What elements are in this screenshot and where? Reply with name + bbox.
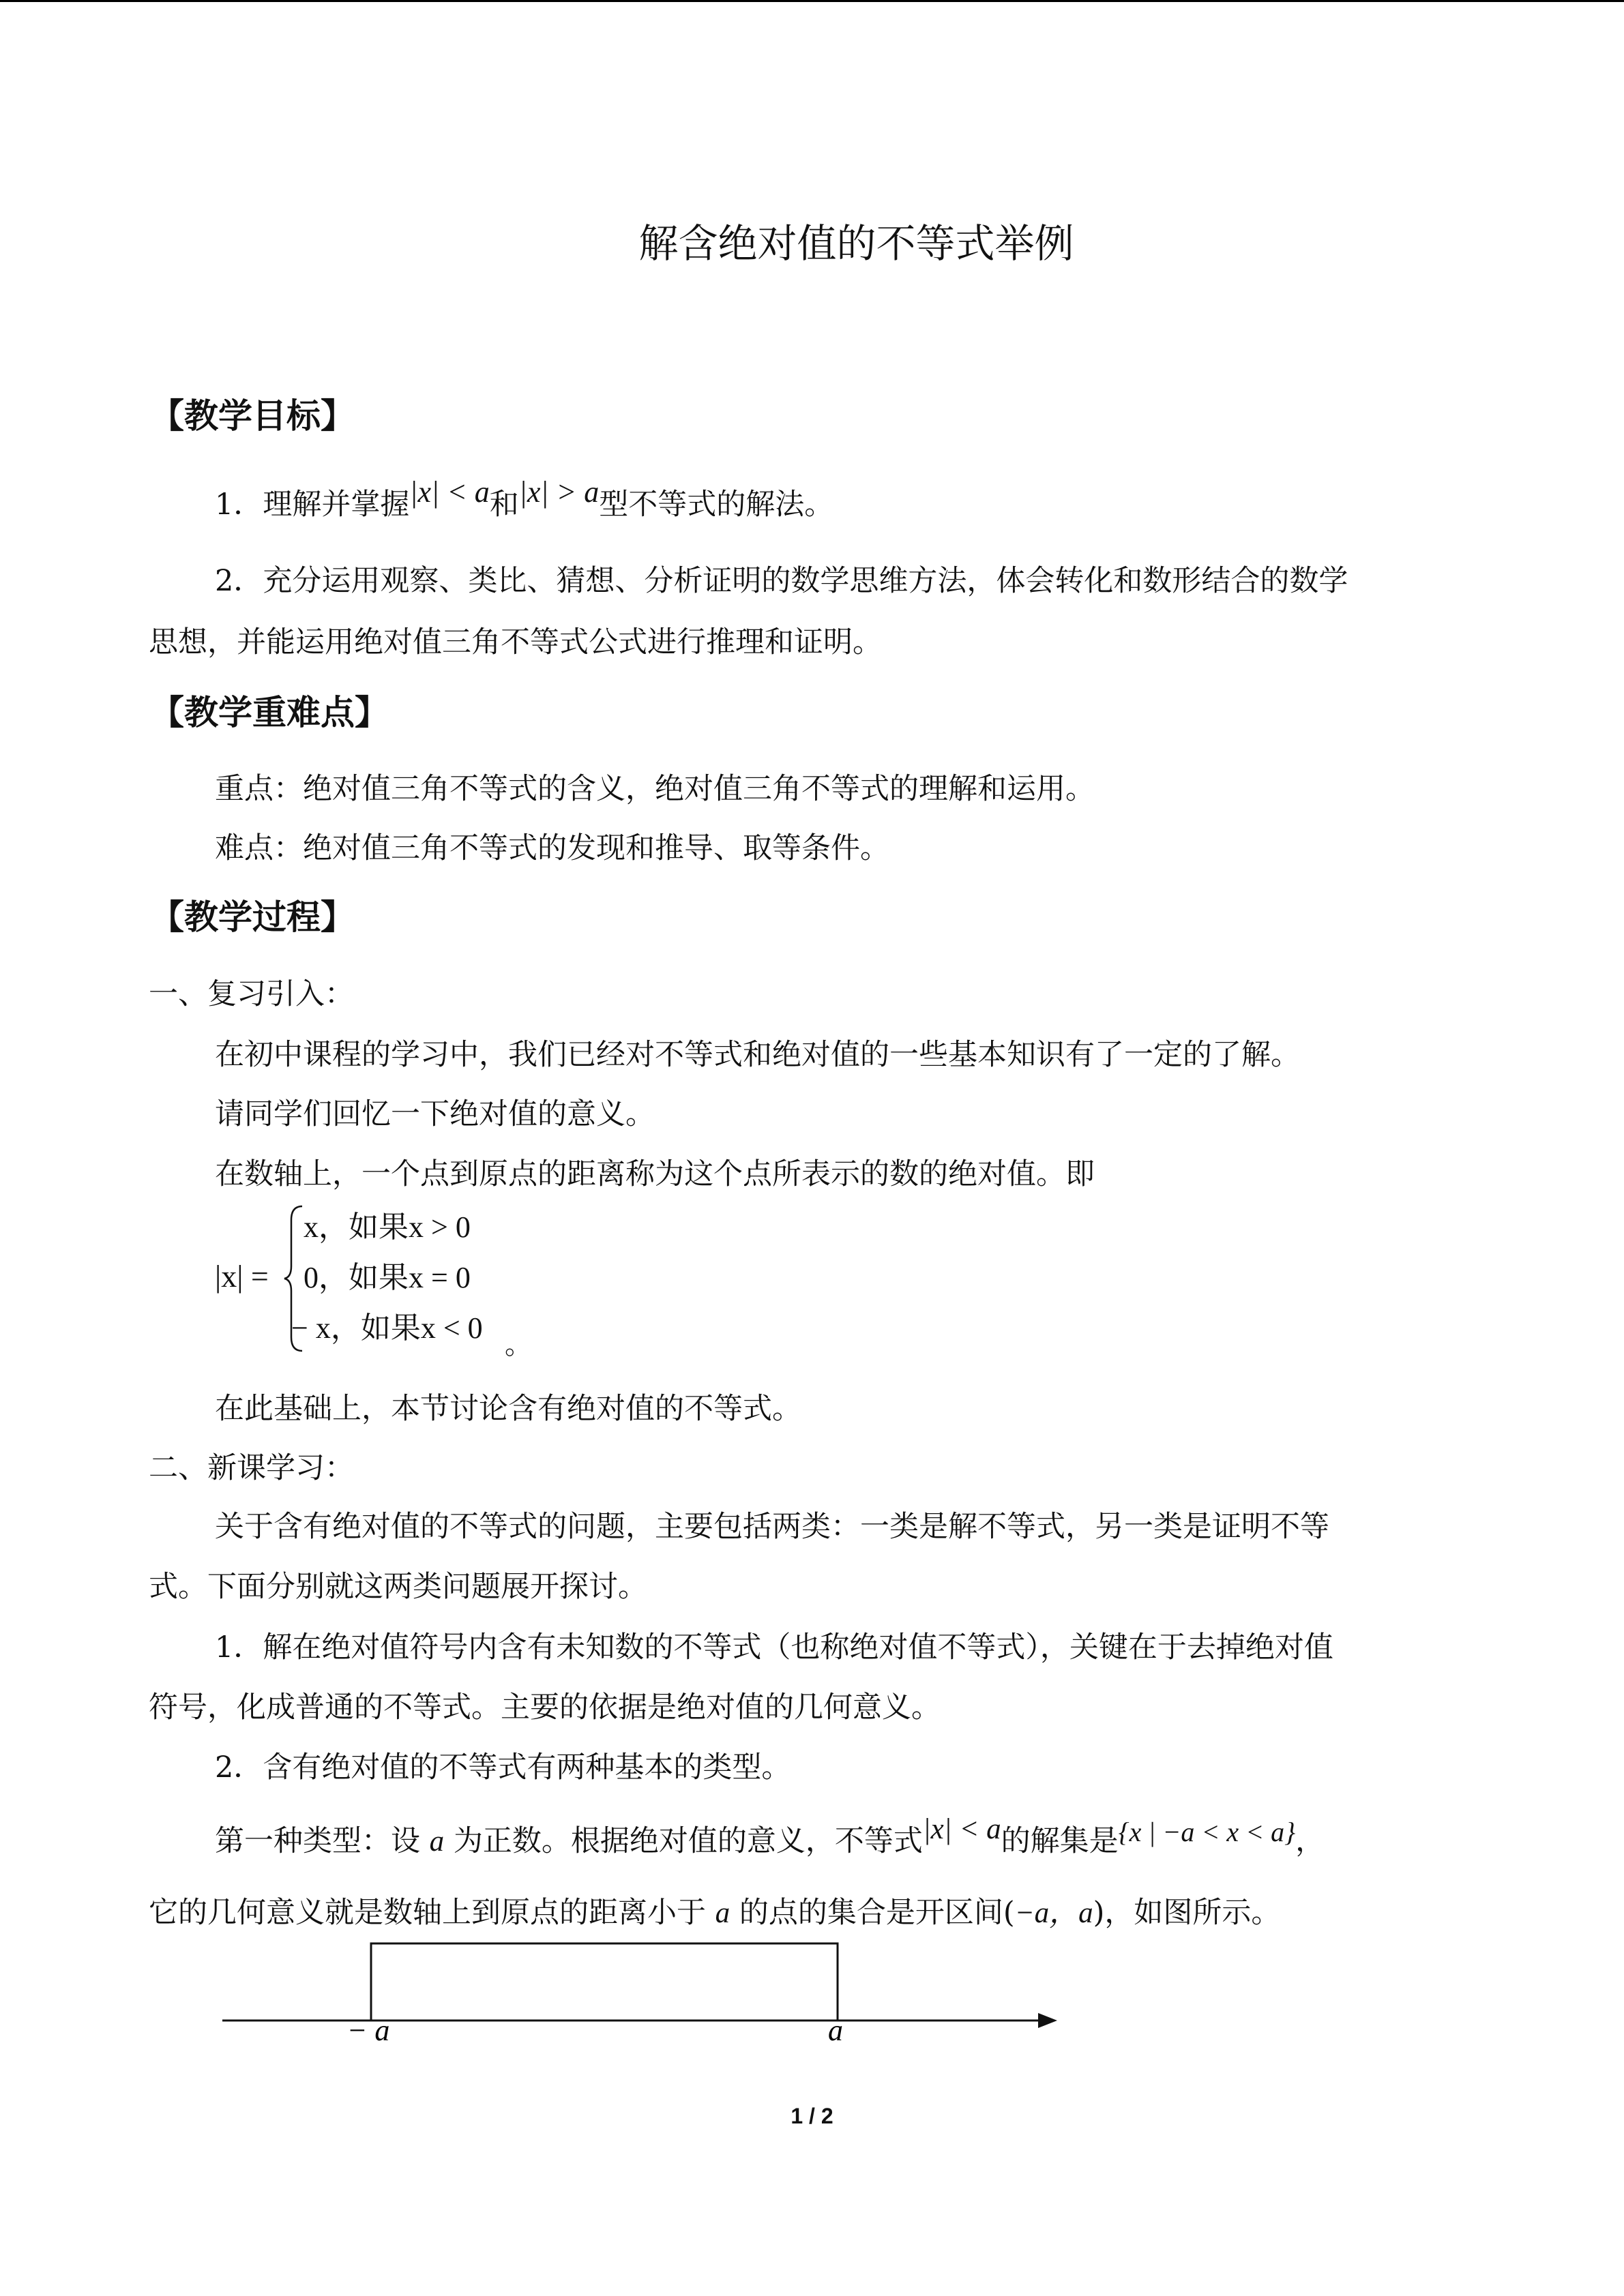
keypoint-difficult: 难点：绝对值三角不等式的发现和推导、取等条件。 xyxy=(215,831,889,865)
meaning-suffix: )，如图所示。 xyxy=(1093,1896,1281,1930)
label-a: a xyxy=(828,2014,843,2047)
paragraph-new-1-line-1: 关于含有绝对值的不等式的问题，主要包括两类：一类是解不等式，另一类是证明不等 xyxy=(215,1510,1329,1544)
type-1-var-a: a xyxy=(429,1825,445,1858)
paragraph-intro-3: 在数轴上，一个点到原点的距离称为这个点所表示的数的绝对值。即 xyxy=(215,1157,1095,1191)
type-1-solution-set: {x | −a < x < a} xyxy=(1118,1817,1296,1847)
type-1-text-2: 的解集是 xyxy=(1001,1824,1119,1858)
piecewise-end: 。 xyxy=(505,1329,532,1360)
top-border xyxy=(0,0,1624,2)
formula-abs-less: |x| < a xyxy=(409,475,490,509)
goal-item-2-line-1: 2．充分运用观察、类比、猜想、分析证明的数学思维方法，体会转化和数形结合的数学 xyxy=(215,564,1348,598)
meaning-interval: −a，a xyxy=(1014,1897,1093,1929)
heading-process: 【教学过程】 xyxy=(150,897,355,937)
paragraph-new-2-line-2: 符号，化成普通的不等式。主要的依据是绝对值的几何意义。 xyxy=(149,1690,941,1725)
goal-1-prefix: 1．理解并掌握 xyxy=(215,488,410,522)
part-2-title: 二、新课学习： xyxy=(149,1451,354,1485)
heading-goals: 【教学目标】 xyxy=(150,396,355,436)
piecewise-case-2: 0，如果x = 0 xyxy=(304,1261,471,1294)
paragraph-new-3: 2．含有绝对值的不等式有两种基本的类型。 xyxy=(215,1750,791,1785)
paragraph-new-1-line-2: 式。下面分别就这两类问题展开探讨。 xyxy=(149,1570,647,1604)
type-1-comma: ， xyxy=(1295,1824,1325,1858)
heading-keypoints: 【教学重难点】 xyxy=(150,693,389,732)
keypoint-important: 重点：绝对值三角不等式的含义，绝对值三角不等式的理解和运用。 xyxy=(215,772,1095,806)
goal-1-and: 和 xyxy=(489,488,519,522)
page-number: 1 / 2 xyxy=(791,2104,833,2128)
meaning-text: 的点的集合是开区间( xyxy=(739,1896,1015,1930)
goal-item-2-line-2: 思想，并能运用绝对值三角不等式公式进行推理和证明。 xyxy=(149,625,882,659)
type-1-formula: |x| < a xyxy=(922,1813,1001,1845)
paragraph-type-1-meaning xyxy=(149,1892,1280,1934)
paragraph-intro-4: 在此基础上，本节讨论含有绝对值的不等式。 xyxy=(215,1392,801,1426)
paragraph-new-2-line-1: 1．解在绝对值符号内含有未知数的不等式（也称绝对值不等式），关键在于去掉绝对值 xyxy=(215,1630,1333,1665)
label-minus-a: − a xyxy=(346,2014,390,2047)
type-1-prefix: 第一种类型：设 xyxy=(215,1824,420,1858)
piecewise-case-1: x，如果x > 0 xyxy=(304,1210,471,1244)
interval-bracket xyxy=(371,1943,838,2021)
page-title: 解含绝对值的不等式举例 xyxy=(638,220,1074,267)
paragraph-type-1 xyxy=(215,1813,1325,1862)
meaning-prefix: 它的几何意义就是数轴上到原点的距离小于 xyxy=(149,1896,706,1930)
paragraph-intro-2: 请同学们回忆一下绝对值的意义。 xyxy=(215,1097,655,1131)
number-line-figure xyxy=(205,1930,1091,2066)
paragraph-intro-1: 在初中课程的学习中，我们已经对不等式和绝对值的一些基本知识有了一定的了解。 xyxy=(215,1038,1300,1072)
part-1-title: 一、复习引入： xyxy=(149,977,354,1011)
piecewise-lhs: |x| = xyxy=(215,1259,269,1294)
piecewise-formula xyxy=(215,1197,542,1360)
meaning-var-a: a xyxy=(715,1897,730,1929)
type-1-text-1: 为正数。根据绝对值的意义，不等式 xyxy=(453,1824,923,1858)
formula-abs-greater: |x| > a xyxy=(518,475,600,509)
piecewise-case-3: − x，如果x < 0 xyxy=(291,1311,483,1345)
number-line-arrow xyxy=(1038,2013,1057,2028)
goal-item-1 xyxy=(215,475,834,525)
goal-1-suffix: 型不等式的解法。 xyxy=(599,488,834,522)
